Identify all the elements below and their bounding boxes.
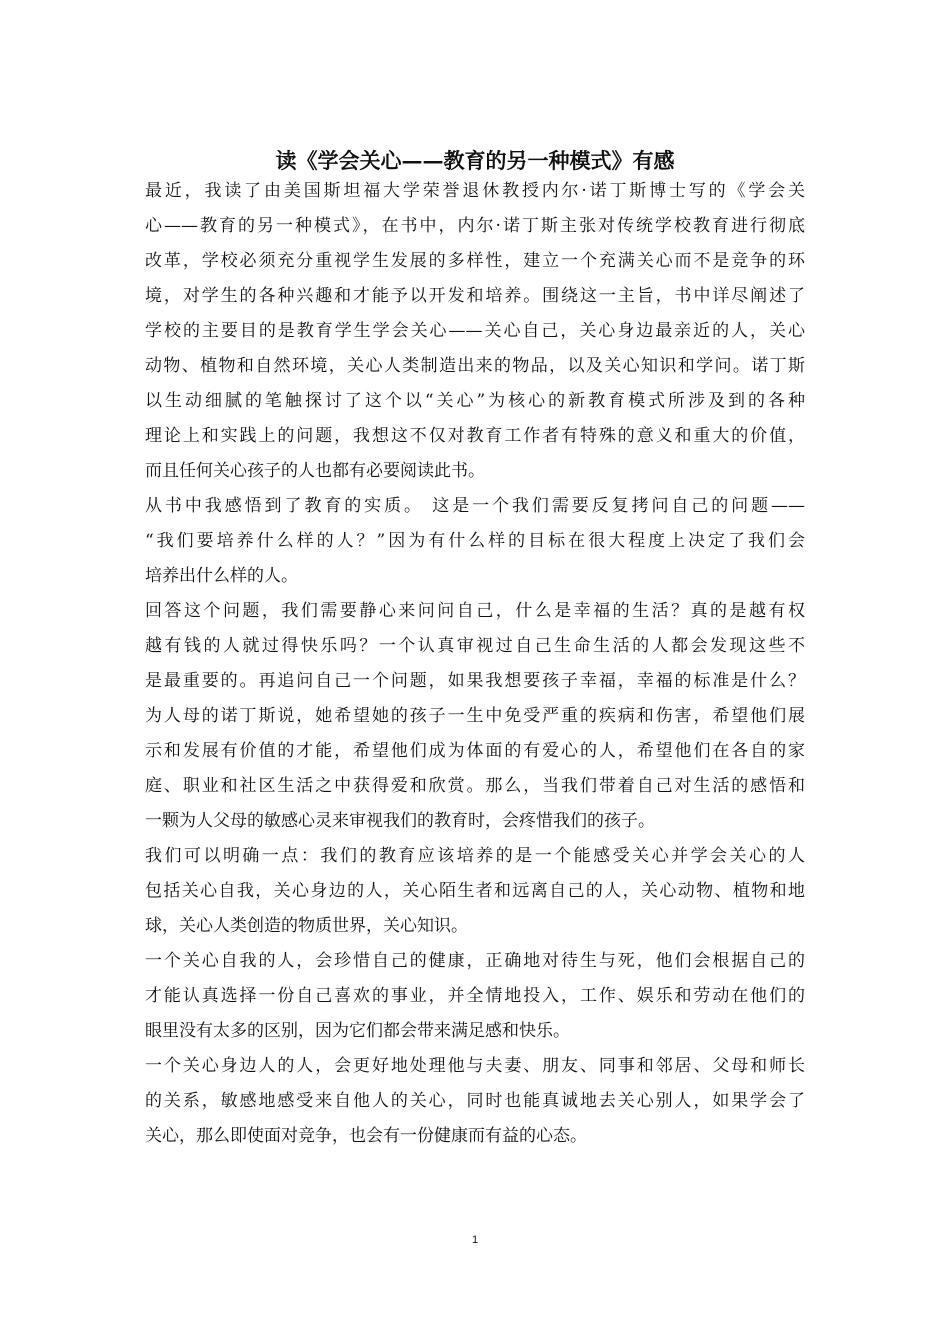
body-line: 从书中我感悟到了教育的实质。 这是一个我们需要反复拷问自己的问题——	[145, 496, 805, 516]
body-line: 学校的主要目的是教育学生学会关心——关心自己，关心身边最亲近的人，关心	[145, 321, 805, 341]
body-line: 我们可以明确一点：我们的教育应该培养的是一个能感受关心并学会关心的人	[145, 846, 805, 866]
body-line: 动物、植物和自然环境，关心人类制造出来的物品，以及关心知识和学问。诺丁斯	[145, 356, 805, 376]
body-line: 一个关心自我的人，会珍惜自己的健康，正确地对待生与死，他们会根据自己的	[145, 951, 805, 971]
body-line: 示和发展有价值的才能，希望他们成为体面的有爱心的人，希望他们在各自的家	[145, 741, 805, 761]
body-line: 眼里没有太多的区别，因为它们都会带来满足感和快乐。	[145, 1021, 570, 1041]
body-line: 为人母的诺丁斯说，她希望她的孩子一生中免受严重的疾病和伤害，希望他们展	[145, 706, 805, 726]
body-line: 而且任何关心孩子的人也都有必要阅读此书。	[145, 461, 485, 481]
body-line: 是最重要的。再追问自己一个问题，如果我想要孩子幸福，幸福的标准是什么？	[145, 671, 805, 691]
body-line: 理论上和实践上的问题，我想这不仅对教育工作者有特殊的意义和重大的价值，	[145, 426, 805, 446]
body-line: 培养出什么样的人。	[145, 566, 298, 586]
body-line: 庭、职业和社区生活之中获得爱和欣赏。那么，当我们带着自己对生活的感悟和	[145, 776, 805, 796]
body-line: 以生动细腻的笔触探讨了这个以“关心”为核心的新教育模式所涉及到的各种	[145, 391, 805, 411]
body-line: 一颗为人父母的敏感心灵来审视我们的教育时，会疼惜我们的孩子。	[145, 811, 655, 831]
body-line: 心——教育的另一种模式》，在书中，内尔·诺丁斯主张对传统学校教育进行彻底	[145, 216, 805, 236]
document-title: 读《学会关心——教育的另一种模式》有感	[275, 148, 675, 173]
body-line: 关心，那么即使面对竞争，也会有一份健康而有益的心态。	[145, 1126, 587, 1146]
body-line: 改革，学校必须充分重视学生发展的多样性，建立一个充满关心而不是竞争的环	[145, 251, 805, 271]
body-line: 境，对学生的各种兴趣和才能予以开发和培养。围绕这一主旨，书中详尽阐述了	[145, 286, 805, 306]
body-line: 越有钱的人就过得快乐吗？一个认真审视过自己生命生活的人都会发现这些不	[145, 636, 805, 656]
body-line: 包括关心自我，关心身边的人，关心陌生者和远离自己的人，关心动物、植物和地	[145, 881, 805, 901]
body-line: “我们要培养什么样的人？”因为有什么样的目标在很大程度上决定了我们会	[145, 531, 805, 551]
body-line: 球，关心人类创造的物质世界，关心知识。	[145, 916, 468, 936]
body-line: 回答这个问题，我们需要静心来问问自己，什么是幸福的生活？真的是越有权	[145, 601, 805, 621]
body-line: 一个关心身边人的人，会更好地处理他与夫妻、朋友、同事和邻居、父母和师长	[145, 1056, 805, 1076]
body-line: 最近，我读了由美国斯坦福大学荣誉退休教授内尔·诺丁斯博士写的《学会关	[145, 181, 805, 201]
body-line: 才能认真选择一份自己喜欢的事业，并全情地投入，工作、娱乐和劳动在他们的	[145, 986, 805, 1006]
document-body	[145, 174, 805, 1154]
body-line: 的关系，敏感地感受来自他人的关心，同时也能真诚地去关心别人，如果学会了	[145, 1091, 805, 1111]
page-number: 1	[471, 1234, 479, 1246]
